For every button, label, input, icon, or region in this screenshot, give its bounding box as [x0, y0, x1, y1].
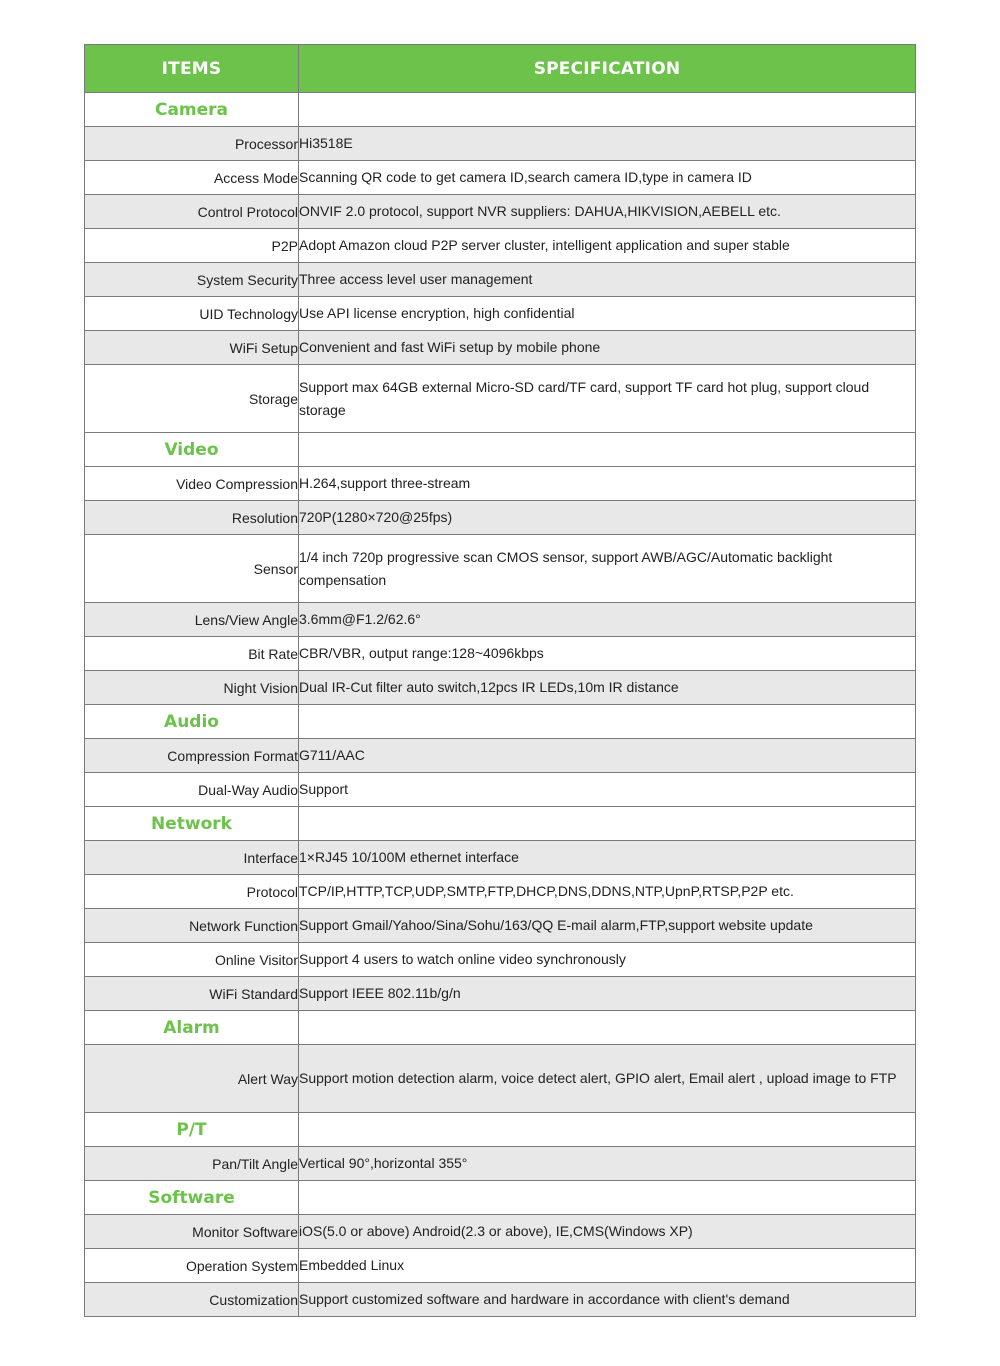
- table-row: [85, 909, 916, 943]
- section-spacer: [299, 1181, 916, 1215]
- item-label: Protocol: [85, 875, 299, 909]
- item-label: Operation System: [85, 1249, 299, 1283]
- item-label: Customization: [85, 1283, 299, 1317]
- item-label: Lens/View Angle: [85, 603, 299, 637]
- section-title: Network: [85, 807, 299, 841]
- section-row: [85, 1181, 916, 1215]
- item-label: UID Technology: [85, 297, 299, 331]
- item-label: System Security: [85, 263, 299, 297]
- item-label: Processor: [85, 127, 299, 161]
- item-label: Monitor Software: [85, 1215, 299, 1249]
- table-row: [85, 1045, 916, 1113]
- section-row: [85, 433, 916, 467]
- section-row: [85, 807, 916, 841]
- table-row: [85, 841, 916, 875]
- spec-value: H.264,support three-stream: [299, 467, 916, 501]
- section-title: Video: [85, 433, 299, 467]
- section-title: Alarm: [85, 1011, 299, 1045]
- spec-value: Use API license encryption, high confidential: [299, 297, 916, 331]
- table-row: [85, 1147, 916, 1181]
- section-row: [85, 1113, 916, 1147]
- table-row: [85, 1249, 916, 1283]
- section-row: [85, 93, 916, 127]
- spec-value: TCP/IP,HTTP,TCP,UDP,SMTP,FTP,DHCP,DNS,DDNS,NTP,UpnP,RTSP,P2P etc.: [299, 875, 916, 909]
- table-row: [85, 603, 916, 637]
- item-label: Pan/Tilt Angle: [85, 1147, 299, 1181]
- table-row: [85, 1283, 916, 1317]
- table-row: [85, 297, 916, 331]
- spec-value: 3.6mm@F1.2/62.6°: [299, 603, 916, 637]
- item-label: Alert Way: [85, 1045, 299, 1113]
- table-row: [85, 467, 916, 501]
- table-row: [85, 195, 916, 229]
- section-spacer: [299, 433, 916, 467]
- spec-value: G711/AAC: [299, 739, 916, 773]
- table-row: [85, 161, 916, 195]
- spec-value: Support customized software and hardware in accordance with client's demand: [299, 1283, 916, 1317]
- spec-body: [85, 93, 916, 1317]
- item-label: WiFi Setup: [85, 331, 299, 365]
- spec-table: [84, 44, 916, 1317]
- spec-value: Support max 64GB external Micro-SD card/TF card, support TF card hot plug, support cloud storage: [299, 365, 916, 433]
- item-label: Access Mode: [85, 161, 299, 195]
- spec-value: Embedded Linux: [299, 1249, 916, 1283]
- spec-value: Support IEEE 802.11b/g/n: [299, 977, 916, 1011]
- spec-value: 1/4 inch 720p progressive scan CMOS sensor, support AWB/AGC/Automatic backlight compensation: [299, 535, 916, 603]
- spec-value: Support 4 users to watch online video synchronously: [299, 943, 916, 977]
- spec-value: Support motion detection alarm, voice detect alert, GPIO alert, Email alert , upload image to FTP: [299, 1045, 916, 1113]
- section-title: P/T: [85, 1113, 299, 1147]
- item-label: Compression Format: [85, 739, 299, 773]
- spec-value: Vertical 90°,horizontal 355°: [299, 1147, 916, 1181]
- spec-value: Support Gmail/Yahoo/Sina/Sohu/163/QQ E-mail alarm,FTP,support website update: [299, 909, 916, 943]
- spec-value: 720P(1280×720@25fps): [299, 501, 916, 535]
- table-row: [85, 773, 916, 807]
- section-spacer: [299, 93, 916, 127]
- table-row: [85, 1215, 916, 1249]
- spec-value: Scanning QR code to get camera ID,search camera ID,type in camera ID: [299, 161, 916, 195]
- spec-value: Support: [299, 773, 916, 807]
- table-row: [85, 365, 916, 433]
- spec-value: ONVIF 2.0 protocol, support NVR suppliers: DAHUA,HIKVISION,AEBELL etc.: [299, 195, 916, 229]
- item-label: Bit Rate: [85, 637, 299, 671]
- table-row: [85, 501, 916, 535]
- specification-header: SPECIFICATION: [299, 45, 916, 93]
- spec-value: Adopt Amazon cloud P2P server cluster, intelligent application and super stable: [299, 229, 916, 263]
- spec-value: Dual IR-Cut filter auto switch,12pcs IR LEDs,10m IR distance: [299, 671, 916, 705]
- table-row: [85, 943, 916, 977]
- header-row: [85, 45, 916, 93]
- table-row: [85, 535, 916, 603]
- table-row: [85, 875, 916, 909]
- table-row: [85, 977, 916, 1011]
- item-label: Online Visitor: [85, 943, 299, 977]
- item-label: Dual-Way Audio: [85, 773, 299, 807]
- item-label: Network Function: [85, 909, 299, 943]
- table-row: [85, 229, 916, 263]
- section-title: Audio: [85, 705, 299, 739]
- section-title: Software: [85, 1181, 299, 1215]
- section-spacer: [299, 1113, 916, 1147]
- spec-value: CBR/VBR, output range:128~4096kbps: [299, 637, 916, 671]
- item-label: Resolution: [85, 501, 299, 535]
- item-label: Storage: [85, 365, 299, 433]
- table-row: [85, 331, 916, 365]
- item-label: Sensor: [85, 535, 299, 603]
- item-label: P2P: [85, 229, 299, 263]
- section-spacer: [299, 705, 916, 739]
- items-header: ITEMS: [85, 45, 299, 93]
- spec-value: Convenient and fast WiFi setup by mobile phone: [299, 331, 916, 365]
- item-label: Control Protocol: [85, 195, 299, 229]
- table-row: [85, 671, 916, 705]
- section-row: [85, 1011, 916, 1045]
- section-row: [85, 705, 916, 739]
- table-row: [85, 739, 916, 773]
- section-title: Camera: [85, 93, 299, 127]
- item-label: Video Compression: [85, 467, 299, 501]
- spec-value: Hi3518E: [299, 127, 916, 161]
- section-spacer: [299, 1011, 916, 1045]
- item-label: WiFi Standard: [85, 977, 299, 1011]
- spec-value: Three access level user management: [299, 263, 916, 297]
- item-label: Night Vision: [85, 671, 299, 705]
- table-row: [85, 263, 916, 297]
- table-row: [85, 127, 916, 161]
- table-row: [85, 637, 916, 671]
- spec-value: iOS(5.0 or above) Android(2.3 or above), IE,CMS(Windows XP): [299, 1215, 916, 1249]
- section-spacer: [299, 807, 916, 841]
- spec-value: 1×RJ45 10/100M ethernet interface: [299, 841, 916, 875]
- item-label: Interface: [85, 841, 299, 875]
